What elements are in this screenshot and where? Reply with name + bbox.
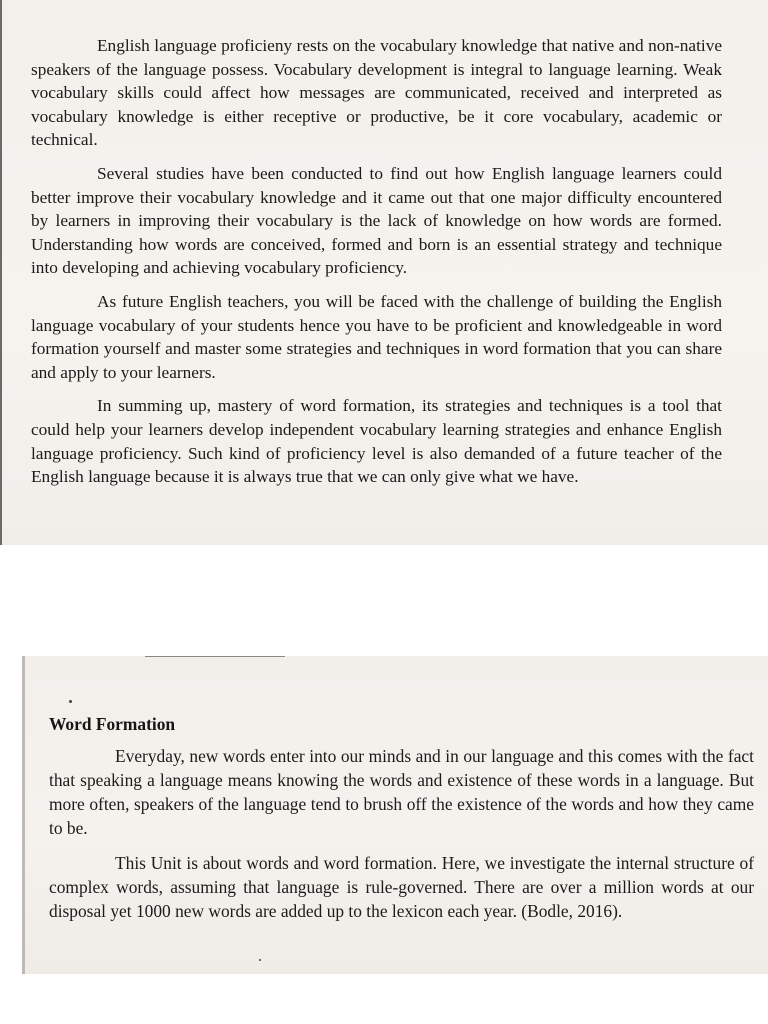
paragraph: Everyday, new words enter into our minds and in our language and this comes with the fact that speaking a language means knowing the words and existence of these words in a language. But more often, speakers of the language tend to brush off the existence of the words and how they came to be.	[49, 746, 754, 838]
divider-rule	[145, 656, 285, 657]
scan-speck	[69, 700, 72, 703]
paragraph: This Unit is about words and word formation. Here, we investigate the internal structure of complex words, assuming that language is rule-governed. There are over a million words at our disposal yet 1000 new words are added up to the lexicon each year. (Bodle, 2016).	[49, 853, 754, 921]
paragraph: As future English teachers, you will be faced with the challenge of building the English language vocabulary of your students hence you have to be proficient and knowledgeable in word formation yourself and master some strategies and techniques in word formation that you can share and apply to your learners.	[31, 291, 722, 382]
scanned-page-excerpt-bottom	[22, 656, 768, 974]
scan-speck	[259, 959, 261, 961]
paragraph: English language proficieny rests on the vocabulary knowledge that native and non-native speakers of the language possess. Vocabulary development is integral to language learning. Weak vocabulary skills could affect how messages are communicated, received and interpreted as vocabulary knowledge is either receptive or productive, be it core vocabulary, academic or technical.	[31, 36, 722, 150]
section-heading: Word Formation	[49, 714, 176, 734]
paragraph: Several studies have been conducted to find out how English language learners could better improve their vocabulary knowledge and it came out that one major difficulty encountered by learners in improving their vocabulary is the lack of knowledge on how words are formed. Understanding how words are conceived, formed and born is an essential strategy and technique into developing and achieving vocabulary proficiency.	[31, 163, 722, 278]
paragraph: In summing up, mastery of word formation, its strategies and techniques is a tool that could help your learners develop independent vocabulary learning strategies and enhance English language proficiency. Such kind of proficiency level is also demanded of a future teacher of the English language because it is always true that we can only give what we have.	[31, 396, 722, 487]
